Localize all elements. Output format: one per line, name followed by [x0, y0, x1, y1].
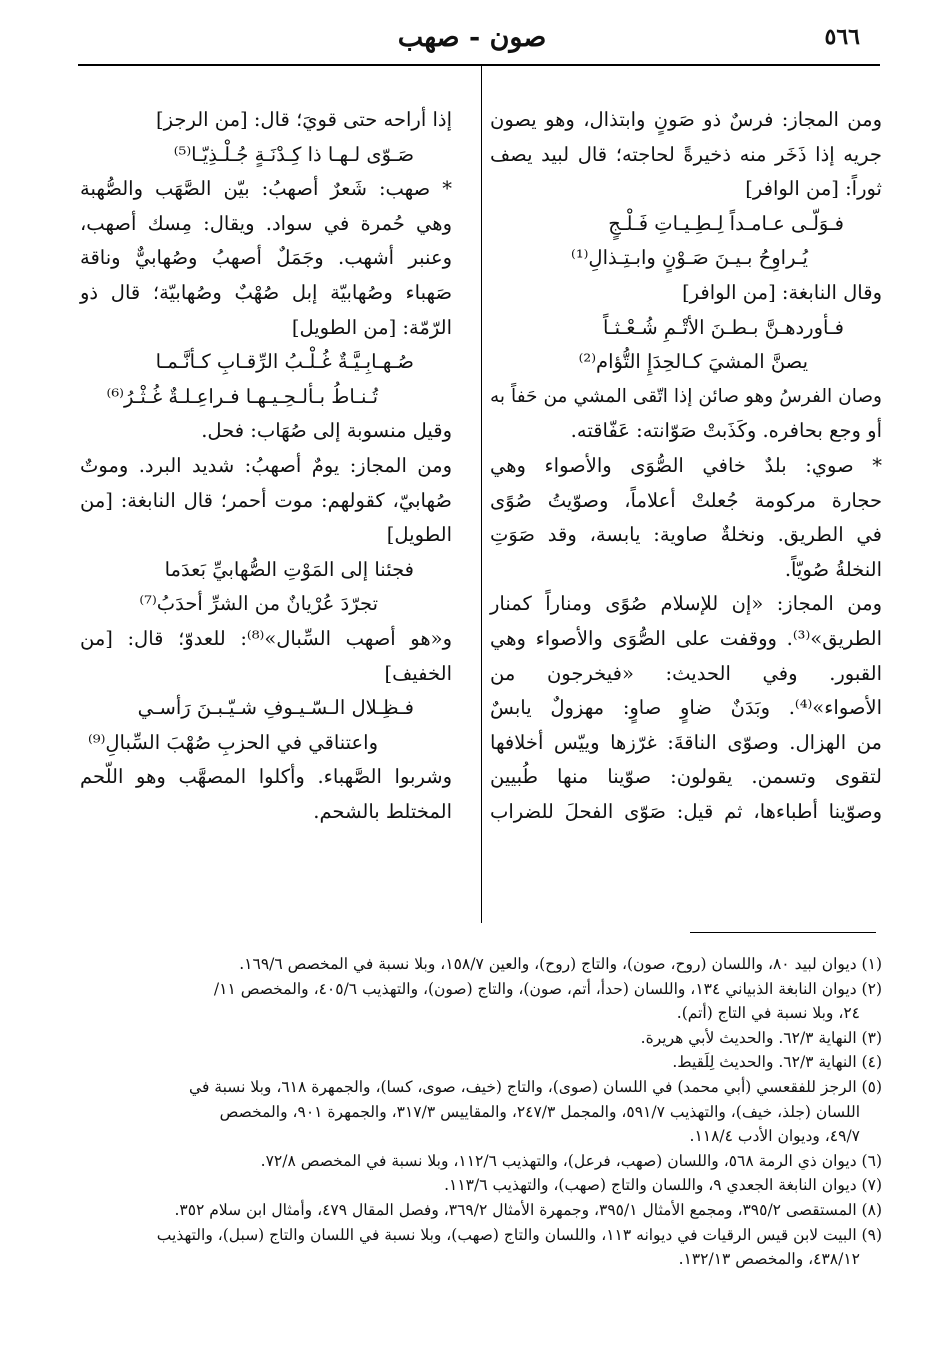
text-line: ومن المجاز: فرسٌ ذو صَونٍ وابتذال، وهو يصون: [490, 108, 882, 131]
page-title: صون - صهب: [397, 22, 547, 53]
footnote-line: (٥) الرجز للفقعسي (أبي محمد) في اللسان (صوى)، والتاج (خيف، صوى، كسا)، والجمهرة ٦١٨، وبلا نسبة في: [189, 1077, 882, 1096]
right-column: [490, 103, 882, 829]
text-line: لتقوى وتسمن. يقولون: صوّينا منها طُبيين: [490, 765, 882, 789]
text-line: فـأوردهـنَّ بـطـنَ الأتْـمِ شُـعْـثـاً: [603, 315, 844, 339]
footnote-line: ٤٣٨/١٢، والمخصص ١٣٢/١٣.: [678, 1250, 860, 1269]
text-line: جريه إذا ذَخَر منه ذخيرةً لحاجته؛ قال لبيد يصف: [490, 142, 882, 166]
column-divider: [481, 66, 482, 923]
text-line: يُـراوِحُ بـيـنَ صَـوْنٍ وابـتِـذالِ⁽¹⁾: [571, 246, 808, 270]
footnote-line: (٩) البيت لابن قيس الرقيات في ديوانه ١١٣، واللسان والتاج (صهب)، وبلا نسبة في اللسان والتاج (سبل)، والتهذيب: [156, 1225, 882, 1244]
footnote-line: (١) ديوان لبيد ٨٠، واللسان (روح، صون)، والتاج (روح)، والعين ١٥٨/٧، وبلا نسبة في المخصص ١٦٩/٦.: [239, 955, 882, 973]
text-line: المختلط بالشحم.: [313, 799, 452, 823]
text-line: * صوي: بلدٌ خافي الصُّوَى والأصواء وهي: [490, 453, 882, 477]
text-line: الرّمّة: [من الطويل]: [291, 315, 452, 339]
text-line: فجئنا إلى المَوْتِ الصُّهابيِّ بَعدَما: [164, 557, 414, 581]
text-line: تجرّدَ عُرْيانٌ من الشرِّ أحدَبُ⁽⁷⁾: [139, 592, 378, 616]
left-column: [80, 103, 452, 829]
text-line: النخلةُ صُويّاً.: [784, 557, 882, 581]
text-line: وصان الفرسُ وهو صائن إذا اتّقى المشي من حَفاً به: [490, 385, 882, 407]
text-line: وعنبر أشهب. وجَمَلٌ أصهبُ وصُهابيٌّ وناقة: [80, 246, 452, 270]
footnotes: [64, 952, 882, 1272]
footnote-line: (٧) ديوان النابغة الجعدي ٩، واللسان والتاج (صهب)، والتهذيب ١١٣/٦.: [444, 1176, 882, 1195]
text-line: صَـوّى لـهـا ذا كِـدْنَـةٍ جُـلْـذِيّـا⁽⁵⁾: [173, 142, 414, 166]
text-line: وشربوا الصَّهباء. وأكلوا المصهَّب وهو اللّحم: [80, 765, 452, 789]
text-line: فـظِـلال الـسّـيـوفِ شـيّـبـنَ رَأسـي: [137, 696, 414, 720]
text-line: صُهابيّ، كقولهم: موت أحمر؛ قال النابغة: [من: [80, 488, 452, 512]
text-line: الأصواء»⁽⁴⁾. وبَدَنٌ ضاوٍ صاوٍ: مهزولٌ يابسٌ: [490, 696, 882, 720]
footnote-line: (٤) النهاية ٦٢/٣. والحديث لِلَقيط.: [672, 1053, 882, 1072]
text-line: ومن المجاز: يومٌ أصهبُ: شديد البرد. وموتٌ: [80, 453, 452, 477]
footnote-line: (٣) النهاية ٦٢/٣. والحديث لأبي هريرة.: [640, 1028, 882, 1047]
text-line: ومن المجاز: «إن للإسلام صُوًى ومناراً كمنار: [490, 592, 882, 616]
text-line: القبور. وفي الحديث: «فيخرجون من: [490, 661, 882, 685]
footnote-line: (٨) المستقصى ٣٩٥/٢، ومجمع الأمثال ٣٩٥/١، وجمهرة الأمثال ٣٦٩/٢، وفصل المقال ٤٧٩، وأمثال ابن سلام ٣٥٢.: [174, 1200, 882, 1219]
text-line: وصوّينا أطباءها، ثم قيل: صَوّى الفحلَ للضراب: [490, 799, 882, 823]
text-line: الطريق»⁽³⁾. ووقفت على الصُّوَى والأصواء وهي: [490, 626, 882, 650]
text-line: فـوَلّـى عـامـداً لِـطِـيـاتِ فَـلْـجٍ: [608, 211, 844, 235]
text-line: صَهباء وصُهابيّة إبل صُهْبٌ وصُهابيّة؛ قال ذو: [80, 280, 452, 304]
text-line: من الهزال. وصوّى الناقةَ: غرّزها وييّس أخلافها: [490, 730, 882, 754]
header-rule: [78, 64, 880, 66]
footnote-line: (٦) ديوان ذي الرمة ٥٦٨، واللسان (صهب، فرعل)، والتهذيب ١١٢/٦، وبلا نسبة في المخصص ٧٢/٨.: [260, 1151, 882, 1170]
footnote-line: (٢) ديوان النابغة الذبياني ١٣٤، واللسان (حدأ، أتم، صون)، والتاج (صون)، والتهذيب ٤٠٥/٦، والمخصص ١١/: [213, 979, 882, 998]
page-number: ٥٦٦: [824, 24, 860, 50]
text-line: * صهب: شَعرٌ أصهبُ: بيّن الصَّهَب والصُّهبة: [80, 177, 452, 201]
text-line: صُـهـابِـيَّـةٌ غُـلْـبُ الرِّقـابِ كـأنَّـمـا: [155, 350, 414, 374]
text-line: وهي حُمرة في سواد. ويقال: مِسك أصهب،: [80, 211, 452, 235]
text-line: الطويل]: [386, 523, 452, 547]
footnote-line: اللسان (جلذ، خيف)، والتهذيب ٥٩١/٧، والمجمل ٢٤٧/٣، والمقاييس ٣١٧/٣، والجمهرة ٩٠١، والمخصص: [219, 1102, 860, 1121]
text-line: الخفيف]: [384, 661, 452, 685]
text-line: إذا أراحه حتى قويَ؛ قال: [من الرجز]: [156, 108, 452, 131]
text-line: في الطريق. ونخلةٌ صاوية: يابسة، وقد صَوَتِ: [490, 523, 882, 547]
text-line: يصنَّ المشيَ كـالحِدَإِ التُّؤام⁽²⁾: [578, 350, 808, 374]
footnote-line: ٤٩/٧، وديوان الأدب ١١٨/٤.: [689, 1127, 860, 1146]
text-line: وقال النابغة: [من الوافر]: [682, 280, 882, 304]
text-line: أو وجع بحافره. وكَذَبتْ صَوّانته: عَفّاقته.: [570, 419, 882, 443]
footnote-line: ٢٤، وبلا نسبة في التاج (أتم).: [676, 1004, 860, 1023]
footnote-rule: [690, 932, 876, 933]
text-line: ثوراً: [من الوافر]: [745, 177, 882, 201]
text-line: حجارة مركومة جُعلتْ أعلاماً، وصوّيتُ صُوًى: [490, 488, 882, 512]
text-line: واعتناقي في الحزبِ صُهْبَ السِّبالِ⁽⁹⁾: [87, 730, 378, 754]
text-line: وقيل منسوبة إلى صُهَاب: فحل.: [201, 419, 452, 443]
text-line: تُـنـاطُ بـألـحِـيـهـا فـراعِـلـةٌ غُـثْـرُ⁽⁶⁾: [106, 384, 378, 408]
text-line: و«هو أصهب السِّبال»⁽⁸⁾: للعدوّ؛ قال: [من: [80, 626, 452, 650]
